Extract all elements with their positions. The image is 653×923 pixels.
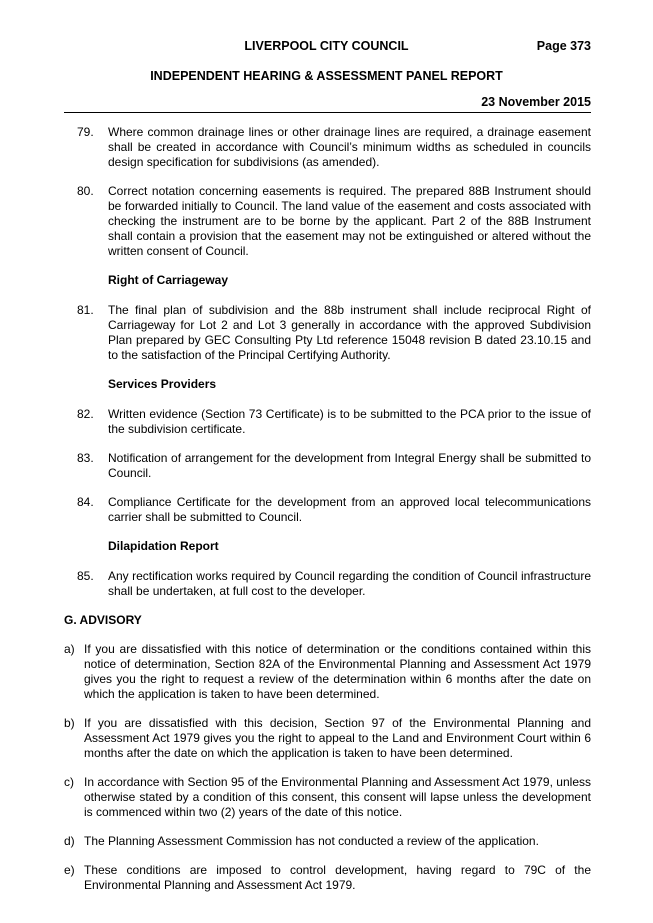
condition-number: 85. bbox=[77, 569, 94, 583]
advisory-e bbox=[64, 863, 591, 893]
subheading-services-providers: Services Providers bbox=[108, 377, 217, 391]
advisory-text: These conditions are imposed to control development, having regard to 79C of the Environmental Planning and Assessment Act 1979. bbox=[84, 863, 591, 892]
subheading-dilapidation-report: Dilapidation Report bbox=[108, 539, 219, 553]
condition-number: 80. bbox=[77, 184, 94, 198]
advisory-letter: c) bbox=[64, 775, 74, 789]
header-rule bbox=[64, 112, 591, 113]
document-body bbox=[64, 125, 591, 907]
condition-83 bbox=[77, 451, 591, 481]
subheading-right-of-carriageway: Right of Carriageway bbox=[108, 273, 229, 287]
condition-text: Written evidence (Section 73 Certificate) is to be submitted to the PCA prior to the issue of the subdivision certificate. bbox=[108, 407, 591, 436]
advisory-text: In accordance with Section 95 of the Environmental Planning and Assessment Act 1979, unless otherwise stated by a condition of this consent, this consent will lapse unless the development is commenced within two (2) years of the date of this notice. bbox=[84, 775, 591, 819]
report-date: 23 November 2015 bbox=[481, 95, 591, 109]
condition-number: 84. bbox=[77, 495, 94, 509]
condition-text: The final plan of subdivision and the 88b instrument shall include reciprocal Right of Carriageway for Lot 2 and Lot 3 generally in accordance with the approved Subdivision Plan prepared by GEC Consulting Pty Ltd reference 15048 revision B dated 23.10.15 and to the satisfaction of the Principal Certifying Authority. bbox=[108, 303, 591, 362]
advisory-text: If you are dissatisfied with this decision, Section 97 of the Environmental Planning and Assessment Act 1979 gives you the right to appeal to the Land and Environment Court within 6 months after the date on which the application is taken to have been determined. bbox=[84, 716, 591, 760]
condition-82 bbox=[77, 407, 591, 437]
advisory-text: The Planning Assessment Commission has not conducted a review of the application. bbox=[84, 834, 539, 848]
advisory-text: If you are dissatisfied with this notice of determination or the conditions contained within this notice of determination, Section 82A of the Environmental Planning and Assessment Act 1979 gives you the right to request a review of the determination within 6 months after the date on which the application is taken to have been determined. bbox=[84, 642, 591, 701]
condition-text: Compliance Certificate for the development from an approved local telecommunications carrier shall be submitted to Council. bbox=[108, 495, 591, 524]
page-number: Page 373 bbox=[536, 39, 591, 53]
advisory-d bbox=[64, 834, 591, 849]
condition-79 bbox=[77, 125, 591, 170]
advisory-c bbox=[64, 775, 591, 820]
advisory-letter: a) bbox=[64, 642, 75, 656]
section-heading-advisory: G. ADVISORY bbox=[64, 613, 142, 627]
condition-84 bbox=[77, 495, 591, 525]
advisory-letter: e) bbox=[64, 863, 75, 877]
advisory-letter: b) bbox=[64, 716, 75, 730]
condition-number: 81. bbox=[77, 303, 94, 317]
condition-number: 82. bbox=[77, 407, 94, 421]
advisory-b bbox=[64, 716, 591, 761]
condition-number: 79. bbox=[77, 125, 94, 139]
condition-85 bbox=[77, 569, 591, 599]
condition-text: Correct notation concerning easements is required. The prepared 88B Instrument should be forwarded initially to Council. The land value of the easement and costs associated with checking the instrument are to be borne by the applicant. Part 2 of the 88B Instrument shall contain a provision that the easement may not be extinguished or altered without the written consent of Council. bbox=[108, 184, 591, 258]
condition-80 bbox=[77, 184, 591, 259]
condition-81 bbox=[77, 303, 591, 363]
report-title: INDEPENDENT HEARING & ASSESSMENT PANEL REPORT bbox=[150, 69, 503, 83]
council-name: LIVERPOOL CITY COUNCIL bbox=[244, 39, 409, 53]
advisory-a bbox=[64, 642, 591, 702]
condition-text: Where common drainage lines or other drainage lines are required, a drainage easement shall be created in accordance with Council’s minimum widths as scheduled in councils design specification for subdivisions (as amended). bbox=[108, 125, 591, 169]
condition-number: 83. bbox=[77, 451, 94, 465]
advisory-letter: d) bbox=[64, 834, 75, 848]
condition-text: Notification of arrangement for the development from Integral Energy shall be submitted to Council. bbox=[108, 451, 591, 480]
condition-text: Any rectification works required by Council regarding the condition of Council infrastructure shall be undertaken, at full cost to the developer. bbox=[108, 569, 591, 598]
